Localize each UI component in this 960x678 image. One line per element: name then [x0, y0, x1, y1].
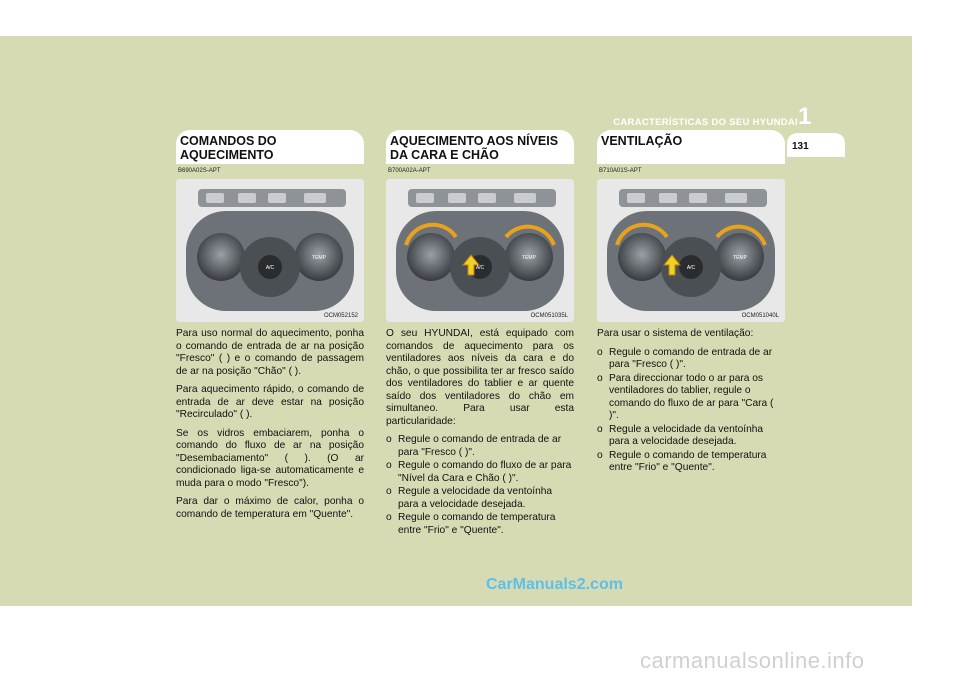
list-item: [597, 347, 785, 372]
list-item: [597, 373, 785, 423]
watermark-footer: carmanualsonline.info: [640, 648, 865, 673]
section-body: [176, 328, 364, 521]
instruction-list: [597, 347, 785, 475]
instruction-list: [386, 434, 574, 537]
ac-label: A/C: [686, 265, 696, 271]
figure-code: OCM051035L: [530, 313, 568, 319]
section-body: [386, 328, 574, 537]
section-title: VENTILAÇÃO: [597, 130, 785, 164]
section-code: B710A01S-APT: [599, 168, 642, 174]
bullet-marker: o: [597, 372, 603, 384]
section-ventilation: [597, 130, 785, 476]
list-item-text: Regule a velocidade da ventoínha para a velocidade desejada.: [398, 486, 553, 510]
watermark-link[interactable]: CarManuals2.com: [486, 576, 623, 593]
section-code: B690A02S-APT: [178, 168, 221, 174]
paragraph: Para uso normal do aquecimento, ponha o comando de entrada de ar na posição "Fresco" ( ) e o comando de passagem de ar na posição "Chão" ( ).: [176, 328, 364, 377]
section-body: [597, 328, 785, 475]
bullet-marker: o: [386, 460, 392, 471]
section-title: COMANDOS DO AQUECIMENTO: [176, 130, 364, 164]
figure-code: OCM052152: [323, 313, 358, 319]
list-item-text: Regule o comando de temperatura entre "Frio" e "Quente".: [609, 449, 767, 473]
section-title: AQUECIMENTO AOS NÍVEIS DA CARA E CHÃO: [386, 130, 574, 164]
bullet-marker: o: [386, 486, 392, 497]
temp-label: TEMP: [522, 255, 536, 261]
section-heating-controls: [176, 130, 364, 527]
bullet-marker: o: [597, 449, 603, 461]
ac-label: A/C: [265, 265, 275, 271]
bullet-marker: o: [386, 434, 392, 445]
chapter-title: CARACTERÍSTICAS DO SEU HYUNDAI: [613, 117, 798, 128]
temp-label: TEMP: [312, 255, 326, 261]
paragraph: Para aquecimento rápido, o comando de entrada de ar deve estar na posição "Recirculado" ( ).: [176, 384, 364, 420]
control-panel-photo: [597, 179, 785, 322]
bullet-marker: o: [597, 346, 603, 358]
intro-paragraph: Para usar o sistema de ventilação:: [597, 328, 754, 339]
bullet-marker: o: [597, 423, 603, 435]
control-panel-photo: [386, 179, 574, 322]
control-panel-illustration: [176, 179, 364, 322]
bullet-marker: o: [386, 512, 392, 523]
control-panel-illustration: [386, 179, 574, 322]
control-panel-illustration: [597, 179, 785, 322]
list-item-text: Regule o comando de temperatura entre "Frio" e "Quente".: [398, 512, 556, 536]
ac-label: A/C: [475, 265, 485, 271]
list-item: [386, 512, 574, 537]
list-item: [386, 486, 574, 511]
temp-label: TEMP: [733, 255, 747, 261]
section-face-floor-heating: [386, 130, 574, 538]
figure-code: OCM051040L: [741, 313, 779, 319]
list-item-text: Regule a velocidade da ventoínha para a velocidade desejada.: [609, 423, 764, 447]
paragraph: Se os vidros embaciarem, ponha o comando do fluxo de ar na posição "Desembaciamento" ( ). (O ar condicionado liga-se automaticamente e muda para o modo "Fresco").: [176, 427, 364, 489]
list-item-text: Regule o comando de entrada de ar para "Fresco ( )".: [398, 434, 562, 458]
intro-paragraph: O seu HYUNDAI, está equipado com comandos de aquecimento para os ventiladores aos níveis da cara e do chão, o que possibilita ter ar fresco saído dos ventiladores do tablier e ar quente saído dos ventiladores do chão em simultaneo. Para usar esta particularidade:: [386, 328, 574, 427]
chapter-number: 1: [798, 103, 812, 130]
list-item: [386, 460, 574, 485]
control-panel-photo: [176, 179, 364, 322]
list-item: [386, 434, 574, 459]
list-item: [597, 450, 785, 475]
list-item-text: Regule o comando de entrada de ar para "Fresco ( )".: [609, 346, 773, 370]
paragraph: Para dar o máximo de calor, ponha o comando de temperatura em "Quente".: [176, 496, 364, 520]
page-number: 131: [792, 141, 809, 152]
section-code: B700A02A-APT: [388, 168, 431, 174]
list-item: [597, 424, 785, 449]
list-item-text: Regule o comando do fluxo de ar para "Nível da Cara e Chão ( )".: [398, 460, 572, 484]
list-item-text: Para direccionar todo o ar para os ventiladores do tablier, regule o comando do fluxo de ar para "Cara ( )".: [609, 372, 774, 421]
